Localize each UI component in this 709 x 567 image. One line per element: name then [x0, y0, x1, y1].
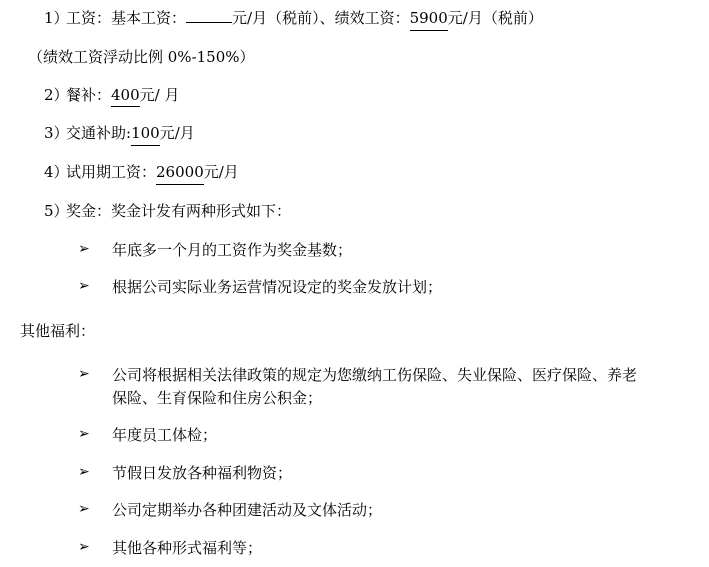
salary-suffix: 元/月（税前）: [447, 9, 543, 27]
arrow-bullet-icon: ➢: [78, 240, 90, 257]
list-item: [20, 462, 689, 485]
probation-prefix: 试用期工资：: [66, 163, 157, 181]
list-item: [20, 499, 689, 522]
list-item-text: 奖金：奖金计发有两种形式如下：: [66, 201, 292, 220]
performance-ratio-note: （绩效工资浮动比例 0%-150%）: [28, 47, 255, 66]
list-item: [20, 276, 689, 299]
probation-suffix: 元/月: [203, 163, 239, 181]
meal-allowance-value: 400: [111, 85, 140, 108]
bullet-text: 公司将根据相关法律政策的规定为您缴纳工伤保险、失业保险、医疗保险、养老保险、生育保险和住房公积金；: [112, 366, 638, 407]
salary-prefix: 工资：基本工资：: [66, 9, 187, 27]
list-marker: 1）: [44, 9, 69, 27]
bullet-text: 节假日发放各种福利物资；: [112, 463, 293, 482]
list-marker: 2）: [44, 85, 69, 104]
list-marker: 5）: [44, 201, 69, 220]
transport-allowance-value: 100: [131, 123, 160, 146]
arrow-bullet-icon: ➢: [78, 278, 90, 294]
bullet-text: 年度员工体检；: [112, 426, 218, 445]
list-item-meal-allowance: [20, 85, 689, 108]
list-item: [20, 424, 689, 447]
list-item-bonus: [20, 201, 689, 223]
list-marker: 4）: [44, 163, 69, 181]
transport-suffix: 元/月: [159, 124, 195, 143]
performance-salary-value: 5900: [410, 8, 448, 31]
list-item: [20, 364, 689, 409]
list-item-text: [66, 8, 689, 31]
arrow-bullet-icon: ➢: [78, 463, 90, 480]
meal-prefix: 餐补：: [66, 85, 112, 104]
list-item: [20, 537, 689, 560]
bullet-text: 其他各种形式福利等；: [112, 538, 263, 557]
meal-suffix: 元/ 月: [139, 85, 180, 104]
bullet-text: 年底多一个月的工资作为奖金基数；: [112, 240, 353, 259]
list-item-text: [66, 85, 689, 108]
list-item-text: [66, 162, 689, 185]
list-item-text: [66, 123, 689, 146]
arrow-bullet-icon: ➢: [78, 538, 90, 555]
salary-middle: 元/月（税前）、绩效工资：: [232, 9, 410, 27]
arrow-bullet-icon: ➢: [78, 501, 90, 518]
list-item-probation-salary: [20, 162, 689, 185]
list-item-transport-allowance: [20, 123, 689, 146]
bullet-text: 公司定期举办各种团建活动及文体活动；: [112, 501, 383, 520]
section-title-other-benefits: 其他福利：: [20, 321, 96, 340]
bullet-text: 根据公司实际业务运营情况设定的奖金发放计划；: [112, 278, 443, 296]
base-salary-blank: [186, 22, 232, 23]
list-item-salary: [20, 8, 689, 31]
transport-prefix: 交通补助:: [66, 124, 132, 143]
list-item: [20, 239, 689, 262]
list-marker: 3）: [44, 124, 69, 143]
probation-salary-value: 26000: [156, 162, 204, 185]
arrow-bullet-icon: ➢: [78, 426, 90, 443]
arrow-bullet-icon: ➢: [78, 366, 90, 383]
